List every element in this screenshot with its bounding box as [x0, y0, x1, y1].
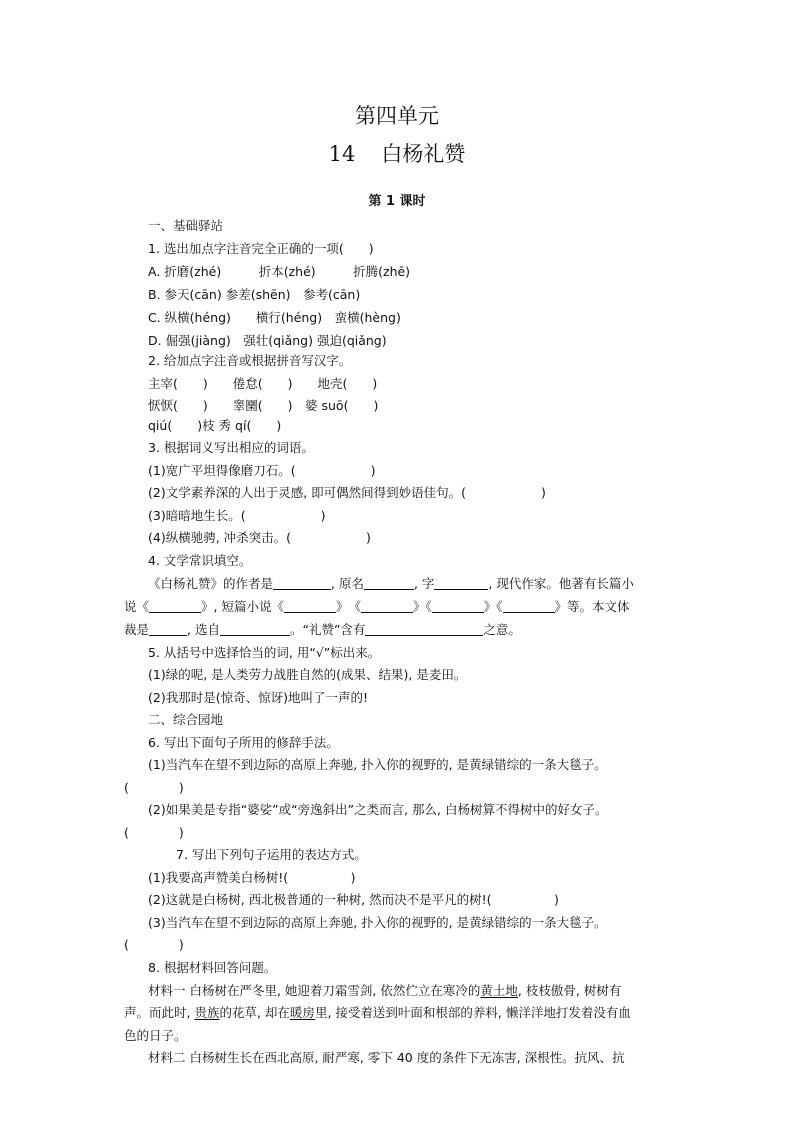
q4-text: 》等。本文体 — [554, 599, 630, 614]
material-text: 材料一 白杨树在严冬里, 她迎着刀霜雪剑, 依然伫立在寒冷的 — [148, 983, 481, 998]
q4-text: 说《 — [124, 599, 150, 614]
q5-item-2: (2)我那时是(惊奇、惊讶)地叫了一声的! — [148, 690, 368, 705]
q4-text: 》, 短篇小说《 — [201, 599, 284, 614]
fill-blank[interactable] — [149, 600, 201, 613]
q7-item-3: (3)当汽车在望不到边际的高原上奔驰, 扑入你的视野的, 是黄绿错综的一条大毯子。 — [148, 915, 607, 930]
q4-text: 》《 — [412, 599, 432, 614]
q4-text: 之意。 — [483, 622, 521, 637]
fill-blank[interactable] — [434, 577, 488, 590]
fill-blank[interactable] — [220, 623, 290, 636]
question-2: 2. 给加点字注音或根据拼音写汉字。 — [148, 353, 352, 368]
q2-row-1: 主宰( ) 倦怠( ) 地壳( ) — [148, 376, 378, 391]
underlined-term: 暖房 — [289, 1005, 315, 1020]
question-8: 8. 根据材料回答问题。 — [148, 960, 277, 975]
fill-blank[interactable] — [365, 623, 483, 636]
q1-option-c: C. 纵横(héng) 横行(héng) 蛮横(hèng) — [148, 310, 401, 325]
underlined-term: 黄土地 — [480, 983, 518, 998]
q3-item-1: (1)宽广平坦得像磨刀石。( ) — [148, 463, 376, 478]
material-text: , 枝枝傲骨, 树树有 — [517, 983, 622, 998]
q5-item-1: (1)绿的呢, 是人类劳力战胜自然的(成果、结果), 是麦田。 — [148, 667, 467, 682]
unit-title: 第四单元 — [355, 104, 439, 128]
q6-item-1: (1)当汽车在望不到边际的高原上奔驰, 扑入你的视野的, 是黄绿错综的一条大毯子。 — [148, 757, 607, 772]
material-1-line-2 — [124, 1005, 631, 1021]
q1-option-d: D. 倔强(jiàng) 强壮(qiǎng) 强迫(qiǎng) — [148, 333, 387, 348]
material-text: 里, 接受着送到叶面和根部的养料, 懒洋洋地打发着没有血 — [314, 1005, 631, 1020]
q4-text: , 选自 — [187, 622, 220, 637]
question-4: 4. 文学常识填空。 — [148, 553, 252, 568]
question-5: 5. 从括号中选择恰当的词, 用“√”标出来。 — [148, 645, 381, 660]
q4-text: , 现代作家。他著有长篇小 — [488, 576, 634, 591]
fill-blank[interactable] — [273, 577, 331, 590]
q6-item-2: (2)如果美是专指“婆娑”或“旁逸斜出”之类而言, 那么, 白杨树算不得树中的好女子。 — [148, 802, 608, 817]
q7-item-1: (1)我要高声赞美白杨树!( ) — [148, 870, 356, 885]
q4-line-2 — [124, 599, 630, 615]
q6-item-1-answer: ( ) — [124, 780, 184, 795]
section-heading-integrated: 二、综合园地 — [148, 712, 224, 727]
period-label: 第 1 课时 — [368, 194, 426, 209]
material-1-line-1 — [148, 983, 621, 999]
fill-blank[interactable] — [149, 623, 187, 636]
fill-blank[interactable] — [503, 600, 555, 613]
fill-blank[interactable] — [284, 600, 336, 613]
q7-item-3-answer: ( ) — [124, 937, 184, 952]
q4-text: 裁是 — [124, 622, 150, 637]
q4-text: 》 《 — [335, 599, 361, 614]
question-3: 3. 根据词义写出相应的词语。 — [148, 440, 314, 455]
q3-item-4: (4)纵横驰骋, 冲杀突击。( ) — [148, 530, 371, 545]
material-text: 声。而此时, — [124, 1005, 195, 1020]
underlined-term: 贵族 — [194, 1005, 220, 1020]
fill-blank[interactable] — [364, 577, 414, 590]
q3-item-3: (3)暗暗地生长。( ) — [148, 508, 326, 523]
q4-text: , 字 — [413, 576, 435, 591]
question-7: 7. 写出下列句子运用的表达方式。 — [176, 847, 367, 862]
fill-blank[interactable] — [361, 600, 413, 613]
q1-option-b: B. 参天(cān) 参差(shēn) 参考(cān) — [148, 287, 361, 302]
section-heading-basics: 一、基础驿站 — [148, 218, 224, 233]
q6-item-2-answer: ( ) — [124, 825, 184, 840]
lesson-title: 白杨礼赞 — [381, 142, 466, 166]
material-2-line-1: 材料二 白杨树生长在西北高原, 耐严寒, 零下 40 度的条件下无冻害, 深根性。抗风、抗 — [148, 1050, 625, 1065]
q4-text: 。“礼赞”含有 — [289, 622, 366, 637]
q7-item-2: (2)这就是白杨树, 西北极普通的一种树, 然而决不是平凡的树!( ) — [148, 892, 559, 907]
lesson-heading — [0, 140, 794, 168]
lesson-number: 14 — [328, 142, 356, 166]
question-6: 6. 写出下面句子所用的修辞手法。 — [148, 735, 339, 750]
q4-text: 《白杨礼赞》的作者是 — [148, 576, 274, 591]
fill-blank[interactable] — [432, 600, 484, 613]
q2-row-3: qiú( )枝 秀 qí( ) — [148, 418, 282, 433]
q4-line-3 — [124, 622, 521, 638]
q4-line-1 — [148, 576, 634, 592]
material-1-line-3: 色的日子。 — [124, 1028, 187, 1043]
q3-item-2: (2)文学素养深的人出于灵感, 即可偶然间得到妙语佳句。( ) — [148, 485, 546, 500]
question-1: 1. 选出加点字注音完全正确的一项( ) — [148, 241, 374, 256]
q4-text: 》《 — [483, 599, 503, 614]
q1-option-a: A. 折磨(zhé) 折本(zhé) 折腾(zhē) — [148, 264, 411, 279]
q2-row-2: 恹恹( ) 睾圞( ) 婆 suō( ) — [148, 398, 379, 413]
q4-text: , 原名 — [331, 576, 364, 591]
material-text: 的花草, 却在 — [219, 1005, 290, 1020]
